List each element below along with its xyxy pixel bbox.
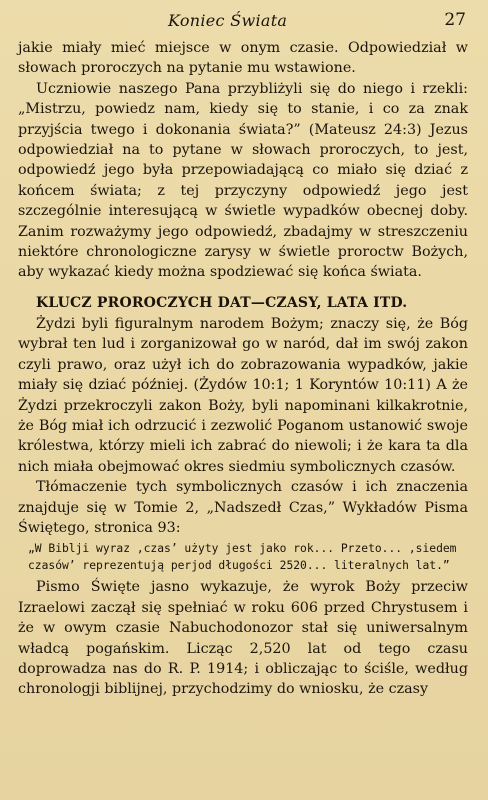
- paragraph-jews-figurative: Żydzi byli figuralnym narodem Bożym; znaczy się, że Bóg wybrał ten lud i zorganizował go w naród, dał im swój zakon czyli prawo, oraz użył ich do zobrazowania wypadków, jakie miały się dziać później. (Żydów 10:1; 1 Koryntów 10:11) A że Żydzi przekroczyli zakon Boży, byli napominani kilkakrotnie, że Bóg miał ich odrzucić i zezwolić Poganom ustanowić swoje królestwa, którzy mieli ich zabrać do niewoli; i że kara ta dla nich miała obejmować okres siedmiu symbolicznych czasów.: [18, 315, 468, 475]
- page-body: [18, 38, 468, 700]
- paragraph-disciples-question: Uczniowie naszego Pana przybliżyli się do niego i rzekli: „Mistrzu, powiedz nam, kiedy się to stanie, i co za znak przyjścia twego i dokonania świata?” (Mateusz 24:3) Jezus odpowiedział na to pytane w słowach proroczych, to jest, odpowiedź jego była przepowiadającą co miało się dziać z końcem świata; z tej przyczyny odpowiedź jego jest szczególnie interesującą w świetle wypadków obecnej doby. Zanim rozważymy jego odpowiedź, zbadajmy w streszczeniu niektóre chronologiczne zarysy w świetle proroctw Bożych, aby wykazać kiedy można spodziewać się końca świata.: [18, 80, 468, 281]
- paragraph-scripture-chronology: Pismo Święte jasno wykazuje, że wyrok Boży przeciw Izraelowi zaczął się spełniać w roku 606 przed Chrystusem i że w owym czasie Nabuchodonozor stał się uniwersalnym władcą pogańskim. Licząc 2,520 lat od tego czasu doprowadza nas do R. P. 1914; i obliczając to ściśle, według chronologji biblijnej, przychodzimy do wniosku, że czasy: [18, 579, 468, 698]
- block-quote: „W Biblji wyraz ‚czas’ użyty jest jako rok... Przeto... ‚siedem czasów’ reprezentują perjod długości 2520... literalnych lat.”: [28, 542, 457, 573]
- page-header: [18, 8, 468, 38]
- page-number: 27: [444, 10, 466, 30]
- section-heading: KLUCZ PROROCZYCH DAT—CZASY, LATA ITD.: [36, 294, 408, 311]
- paragraph-translation-reference: Tłómaczenie tych symbolicznych czasów i ich znaczenia znajduje się w Tomie 2, „Nadszedł Czas,” Wykładów Pisma Świętego, stronica 93:: [18, 479, 468, 536]
- running-title: Koniec Świata: [168, 11, 288, 30]
- paragraph-continuation: jakie miały mieć miejsce w onym czasie. Odpowiedział w słowach proroczych na pytanie mu wstawione.: [18, 40, 468, 77]
